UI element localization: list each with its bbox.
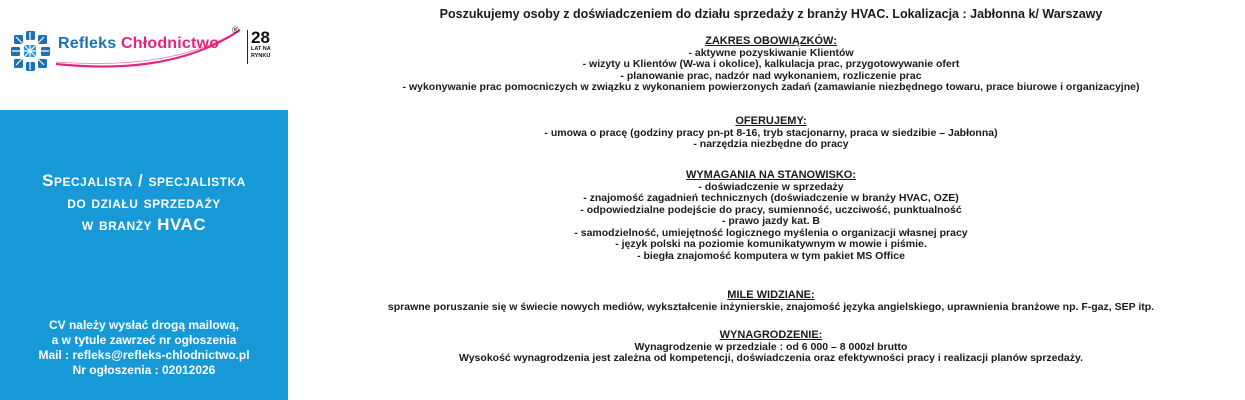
info-panel: [0, 110, 288, 400]
registered-mark: ®: [232, 25, 239, 35]
section-line: - aktywne pozyskiwanie Klientów: [688, 46, 854, 59]
section-responsibilities: [300, 36, 1242, 94]
years-number: 28: [251, 28, 270, 47]
job-title-line: w branży HVAC: [81, 215, 207, 234]
cv-email[interactable]: Mail : refleks@refleks-chlodnictwo.pl: [38, 348, 250, 362]
section-line: - prawo jazdy kat. B: [721, 215, 821, 227]
headline: Poszukujemy osoby z doświadczeniem do działu sprzedaży z branży HVAC. Lokalizacja : Jabłonna k/ Warszawy: [439, 7, 1103, 21]
years-line1: LAT NA: [251, 46, 271, 52]
brand-name-part2: Chłodnictwo: [120, 35, 220, 52]
offer-number: Nr ogłoszenia : 02012026: [72, 363, 216, 377]
section-line: - samodzielność, umiejętność logicznego myślenia o organizacji własnej pracy: [574, 226, 968, 239]
cv-info-line: a w tytule zawrzeć nr ogłoszenia: [51, 333, 237, 347]
section-nice-to-have: [300, 290, 1242, 313]
section-line: Wynagrodzenie w przedziale : od 6 000 – 8 000zł brutto: [634, 340, 908, 353]
cv-info: [0, 318, 288, 378]
job-title-line: do działu sprzedaży: [67, 193, 221, 212]
left-column: [0, 0, 288, 400]
section-line: - narzędzia niezbędne do pracy: [693, 138, 849, 150]
section-salary: [300, 330, 1242, 365]
section-line: - język polski na poziomie komunikatywnym w mowie i piśmie.: [615, 238, 927, 250]
section-line: - wizyty u Klientów (W-wa i okolice), kalkulacja prac, przygotowywanie ofert: [582, 58, 960, 70]
section-line: - odpowiedzialne podejście do pracy, sumienność, uczciwość, punktualność: [580, 203, 962, 216]
section-line: - planowanie prac, nadzór nad wykonaniem, rozliczenie prac: [620, 69, 922, 82]
years-line2: RYNKU: [251, 53, 271, 59]
company-logo: [0, 0, 288, 110]
section-title: WYMAGANIA NA STANOWISKO:: [685, 169, 857, 181]
job-description: [300, 0, 1242, 400]
section-line: Wysokość wynagrodzenia jest zależna od kompetencji, doświadczenia oraz efektywności pracy i realizacji planów sprzedaży.: [459, 352, 1083, 364]
section-line: sprawne poruszanie się w świecie nowych mediów, wykształcenie inżynierskie, znajomość języka angielskiego, uprawnienia branżowe np. F-gaz, SEP itp.: [387, 300, 1155, 313]
section-line: - wykonywanie prac pomocniczych w związku z wykonaniem powierzonych zadań (zamawianie niezbędnego towaru, prace biurowe i organizacyjne): [402, 81, 1140, 93]
section-title: OFERUJEMY:: [735, 115, 807, 127]
section-line: - znajomość zagadnień technicznych (doświadczenie w branży HVAC, OZE): [583, 192, 959, 204]
logo-wordmark: [54, 26, 244, 74]
years-badge: [247, 30, 281, 64]
section-title: WYNAGRODZENIE:: [719, 329, 823, 341]
section-offer: [300, 116, 1242, 151]
job-title: [0, 170, 288, 236]
section-title: MILE WIDZIANE:: [727, 289, 815, 301]
section-requirements: [300, 170, 1242, 262]
snowflake-icon: [10, 30, 50, 72]
section-line: - umowa o pracę (godziny pracy pn-pt 8-16, tryb stacjonarny, praca w siedzibie – Jabłonna): [544, 126, 998, 139]
section-line: - doświadczenie w sprzedaży: [698, 180, 844, 193]
section-title: ZAKRES OBOWIĄZKÓW:: [705, 35, 837, 47]
brand-name: [58, 35, 219, 53]
job-title-line: Specjalista / specjalistka: [42, 171, 246, 190]
section-line: - biegła znajomość komputera w tym pakiet MS Office: [637, 249, 905, 262]
cv-info-line: CV należy wysłać drogą mailową,: [48, 318, 240, 332]
brand-name-part1: Refleks: [58, 35, 117, 52]
